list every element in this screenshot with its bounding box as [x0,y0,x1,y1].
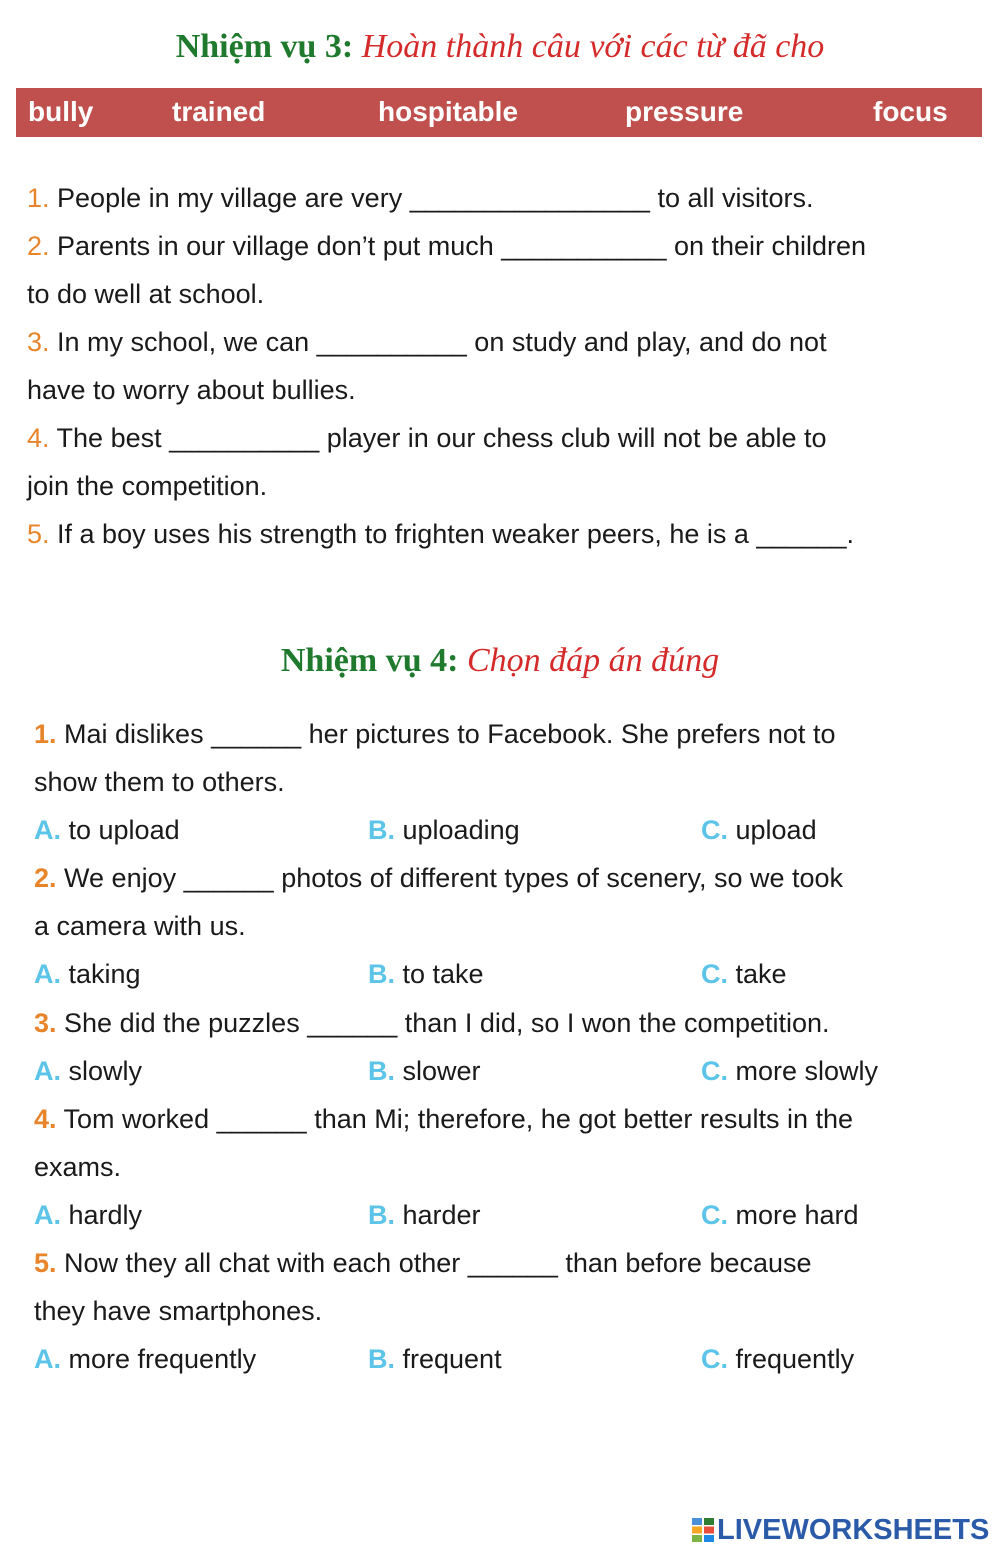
option-text: uploading [395,815,520,845]
option-text: frequently [728,1344,855,1374]
question-text: Now they all chat with each other ______ than before because [56,1248,812,1278]
question-number: 1. [34,719,57,749]
task4-question [34,1006,984,1040]
option-text: slower [395,1056,481,1086]
task4-question [34,861,984,895]
option-letter: A. [34,1200,61,1230]
task3-heading [0,28,1000,66]
question-number: 1. [27,183,50,213]
option-letter: B. [368,1200,395,1230]
option-text: taking [61,959,141,989]
task3-line [27,277,992,311]
sentence-text: People in my village are very ________________ to all visitors. [49,183,814,213]
task3-line [27,229,992,263]
option-letter: B. [368,1056,395,1086]
task3-line [27,517,992,551]
option-b[interactable] [368,813,520,847]
word-bank-item[interactable]: pressure [625,96,744,127]
option-text: hardly [61,1200,143,1230]
question-text: Tom worked ______ than Mi; therefore, he got better results in the [56,1104,853,1134]
option-letter: C. [701,959,728,989]
option-letter: B. [368,1344,395,1374]
word-bank-item[interactable]: hospitable [378,96,519,127]
task3-line [27,469,992,503]
task4-heading-instruction: Chọn đáp án đúng [466,642,720,679]
task4-question [34,717,984,751]
option-letter: C. [701,1344,728,1374]
option-c[interactable] [701,1342,854,1376]
task4-question-cont: a camera with us. [34,911,246,941]
option-b[interactable] [368,1054,481,1088]
brand-text: LIVEWORKSHEETS [717,1514,990,1546]
option-letter: A. [34,959,61,989]
question-number: 3. [34,1008,57,1038]
task4-question-cont: exams. [34,1152,122,1182]
option-text: slowly [61,1056,143,1086]
option-letter: C. [701,1056,728,1086]
sentence-text: In my school, we can __________ on study and play, and do not [49,327,827,357]
question-text: She did the puzzles ______ than I did, so I won the competition. [56,1008,830,1038]
option-letter: C. [701,815,728,845]
word-bank-item[interactable]: trained [172,96,266,127]
option-letter: B. [368,959,395,989]
option-c[interactable] [701,813,817,847]
word-bank [16,88,982,137]
sentence-text: join the competition. [27,471,268,501]
option-letter: A. [34,1344,61,1374]
option-text: to take [395,959,484,989]
option-a[interactable] [34,957,141,991]
question-number: 2. [27,231,50,261]
liveworksheets-logo-icon [692,1518,714,1542]
liveworksheets-brand[interactable] [692,1514,989,1548]
question-number: 4. [34,1104,57,1134]
task4-question-cont: show them to others. [34,767,285,797]
option-letter: A. [34,815,61,845]
option-letter: A. [34,1056,61,1086]
option-text: to upload [61,815,180,845]
task3-line [27,373,992,407]
task4-question [34,1102,984,1136]
task3-heading-instruction: Hoàn thành câu với các từ đã cho [361,28,825,65]
sentence-text: have to worry about bullies. [27,375,356,405]
option-text: more slowly [728,1056,879,1086]
option-letter: C. [701,1200,728,1230]
option-text: harder [395,1200,481,1230]
option-text: take [728,959,787,989]
option-text: frequent [395,1344,502,1374]
option-letter: B. [368,815,395,845]
question-number: 5. [34,1248,57,1278]
option-b[interactable] [368,1342,502,1376]
task3-line [27,421,992,455]
task4-question-cont: they have smartphones. [34,1296,323,1326]
task4-question [34,1246,984,1280]
sentence-text: The best __________ player in our chess club will not be able to [49,423,827,453]
option-text: upload [728,815,817,845]
question-text: We enjoy ______ photos of different types of scenery, so we took [56,863,844,893]
word-bank-item[interactable]: bully [28,96,94,127]
option-text: more hard [728,1200,859,1230]
option-c[interactable] [701,1198,859,1232]
question-number: 3. [27,327,50,357]
option-a[interactable] [34,1342,256,1376]
word-bank-item[interactable]: focus [873,96,948,127]
option-text: more frequently [61,1344,257,1374]
sentence-text: If a boy uses his strength to frighten weaker peers, he is a ______. [49,519,855,549]
option-a[interactable] [34,1054,142,1088]
option-b[interactable] [368,1198,481,1232]
question-text: Mai dislikes ______ her pictures to Facebook. She prefers not to [56,719,836,749]
task3-line [27,181,992,215]
option-c[interactable] [701,957,787,991]
sentence-text: to do well at school. [27,279,265,309]
task4-heading-number: Nhiệm vụ 4: [280,642,459,679]
option-c[interactable] [701,1054,878,1088]
option-a[interactable] [34,813,180,847]
task3-line [27,325,992,359]
question-number: 2. [34,863,57,893]
option-b[interactable] [368,957,484,991]
question-number: 4. [27,423,50,453]
question-number: 5. [27,519,50,549]
sentence-text: Parents in our village don’t put much ___________ on their children [49,231,867,261]
option-a[interactable] [34,1198,142,1232]
task3-heading-number: Nhiệm vụ 3: [175,28,354,65]
task4-heading [0,642,1000,680]
